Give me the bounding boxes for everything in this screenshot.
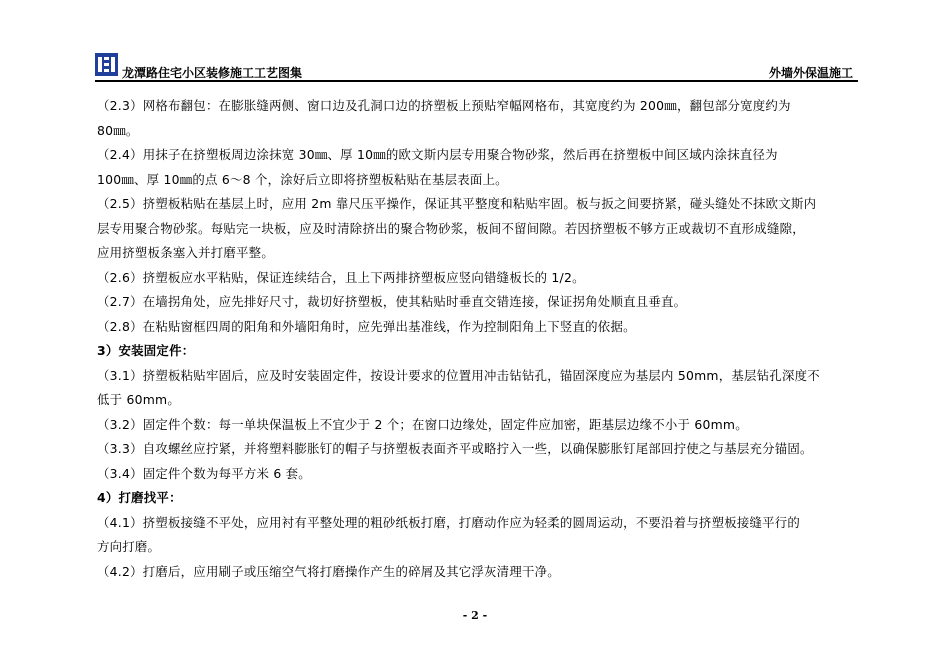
text-line: 应用挤塑板条塞入并打磨平整。: [97, 245, 274, 260]
page-number: - 2 -: [462, 609, 488, 622]
text-line: （3.1）挤塑板粘贴牢固后，应及时安装固定件，按设计要求的位置用冲击钻钻孔，锚固深度应为基层内 50mm，基层钻孔深度不: [97, 367, 820, 383]
header-title: 龙潭路住宅小区装修施工工艺图集: [122, 66, 303, 80]
text-line: （2.4）用抹子在挤塑板周边涂抹宽 30㎜、厚 10㎜的欧文斯内层专用聚合物砂浆，然后再在挤塑板中间区域内涂抹直径为: [97, 147, 778, 162]
text-line: （3.3）自攻螺丝应拧紧，并将塑料膨胀钉的帽子与挤塑板表面齐平或略拧入一些，以确保膨胀钉尾部回拧使之与基层充分锚固。: [97, 441, 813, 456]
text-line: （2.5）挤塑板粘贴在基层上时，应用 2m 靠尺压平操作，保证其平整度和粘贴牢固。板与扳之间要挤紧，碰头缝处不抹欧文斯内: [97, 196, 817, 211]
text-line: 低于 60mm。: [97, 392, 181, 407]
text-line: 100㎜、厚 10㎜的点 6～8 个，涂好后立即将挤塑板粘贴在基层表面上。: [97, 171, 508, 187]
section-heading: 3）安装固定件：: [97, 343, 195, 358]
text-line: 层专用聚合物砂浆。每贴完一块板，应及时清除挤出的聚合物砂浆，板间不留间隙。若因挤塑板不够方正或裁切不直形成缝隙，: [97, 220, 805, 236]
section-heading: 4）打磨找平：: [97, 490, 182, 505]
text-line: 80㎜。: [97, 122, 139, 138]
text-line: （3.2）固定件个数：每一单块保温板上不宜少于 2 个；在窗口边缘处，固定件应加密，距基层边缘不小于 60mm。: [97, 416, 748, 432]
text-line: （3.4）固定件个数为每平方米 6 套。: [97, 465, 311, 481]
document-body: [97, 94, 859, 584]
text-line: 方向打磨。: [97, 539, 161, 554]
text-line: （2.6）挤塑板应水平粘贴，保证连续结合，且上下两排挤塑板应竖向错缝板长的 1/2。: [97, 269, 585, 285]
company-logo-icon: [95, 53, 118, 76]
text-line: （4.2）打磨后，应用刷子或压缩空气将打磨操作产生的碎屑及其它浮灰清理干净。: [97, 563, 560, 579]
text-line: （2.7）在墙拐角处，应先排好尺寸，裁切好挤塑板，使其粘贴时垂直交错连接，保证拐角处顺直且垂直。: [97, 294, 687, 309]
text-line: （4.1）挤塑板接缝不平处，应用衬有平整处理的粗砂纸板打磨，打磨动作应为轻柔的圆周运动，不要沿着与挤塑板接缝平行的: [97, 514, 801, 530]
header-section-title: 外墙外保温施工: [768, 66, 853, 80]
text-line: （2.8）在粘贴窗框四周的阳角和外墙阳角时，应先弹出基准线，作为控制阳角上下竖直的依据。: [97, 318, 636, 334]
header-divider: [95, 80, 858, 82]
text-line: （2.3）网格布翻包：在膨胀缝两侧、窗口边及孔洞口边的挤塑板上预贴窄幅网格布，其宽度约为 200㎜，翻包部分宽度约为: [97, 98, 791, 113]
